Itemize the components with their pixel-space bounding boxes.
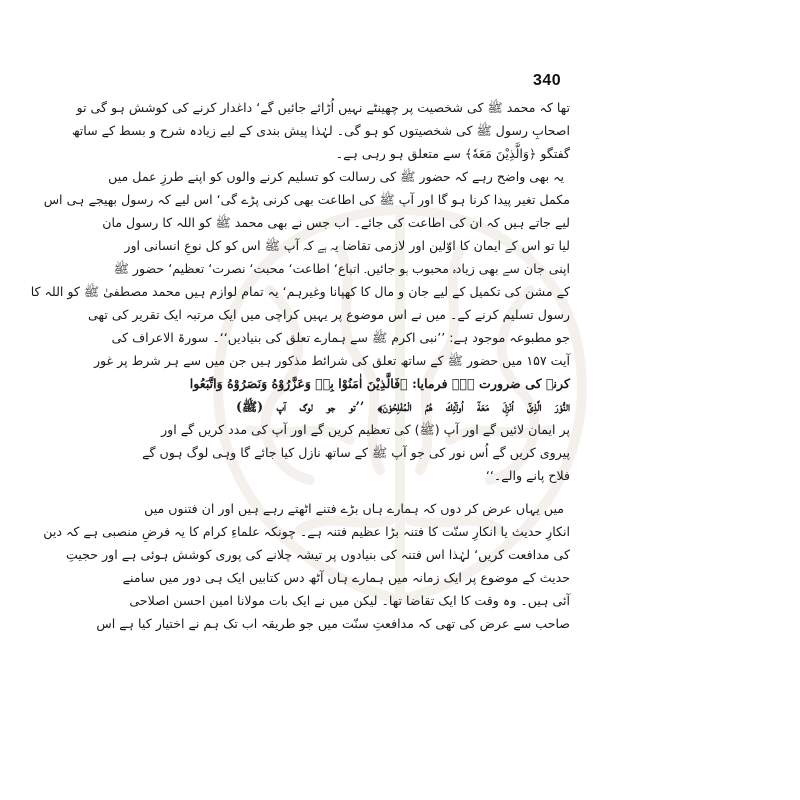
text-line: میں یہاں عرض کر دوں کہ ہمارے ہاں بڑے فتنے اٹھتے رہے ہیں اور ان فتنوں میں (144, 501, 564, 516)
text-line: صاحب سے عرض کی تھی کہ مدافعتِ سنّت میں جو طریقہ اب تک ہم نے اختیار کیا ہے اس (96, 616, 570, 631)
text-line: پر ایمان لائیں گے اور آپ (ﷺ) کی تعظیم کریں گے اور آپ کی مدد کریں گے اور (161, 422, 570, 437)
text-line: آیت ۱۵۷ میں حضور ﷺ کے ساتھ تعلق کی شرائط مذکور ہیں جن میں سے ہر شرط پر غور (93, 353, 570, 368)
text-line: اپنی جان سے بھی زیادہ محبوب ہو جائیں۔ اتباع‘ اطاعت‘ محبت‘ نصرت‘ تعظیم‘ حضور ﷺ (113, 261, 570, 276)
text-line: حدیث کے موضوع پر ایک زمانہ میں ہمارے ہاں آٹھ دس کتابیں ایک ہی دور میں سامنے (122, 570, 570, 585)
text-line: رسول تسلیم کرنے کے۔ میں نے اس موضوع پر یہیں کراچی میں ایک مرتبہ ایک تقریر کی تھی (88, 307, 570, 322)
text-line: گفتگو ﴿وَالَّذِیْنَ مَعَهٗ﴾ سے متعلق ہو رہی ہے۔ (335, 146, 570, 161)
text-line: کی مدافعت کریں‘ لہٰذا اس فتنہ کی بنیادوں پر تیشہ چلانے کی پوری کوشش ہوئی ہے اور حجیتِ (66, 547, 570, 562)
text-line: جو مطبوعہ موجود ہے: ’’نبی اکرم ﷺ سے ہمارے تعلق کی بنیادیں‘‘۔ سورۃ الاعراف کی (111, 330, 570, 345)
page-number: 340 (533, 72, 562, 89)
text-line: لیا تو اس کے ایمان کا اوّلین اور لازمی تقاضا یہ ہے کہ آپ ﷺ اس کو کل نوعِ انسانی اور (124, 238, 570, 253)
text-line: آئی ہیں۔ وہ وقت کا ایک تقاضا تھا۔ لیکن میں نے ایک بات مولانا امین احسن اصلاحی (129, 593, 570, 608)
text-line: یہ بھی واضح رہے کہ حضور ﷺ کی رسالت کو تسلیم کرنے والوں کو اپنے طرزِ عمل میں (108, 169, 564, 184)
text-line: فلاح پانے والے۔‘‘ (485, 468, 570, 483)
text-line: لیے جاتے ہیں کہ ان کی اطاعت کی جائے۔ اب جس نے بھی محمد ﷺ کو اللہ کا رسول مان (102, 215, 570, 230)
text-line: النُّوْرَ الَّذِیْٓ اُنْزِلَ مَعَهٗٓ اُولٰٓئِكَ هُمُ الْمُفْلِحُوْنَ﴾ ’’تو جو لوگ آپ (ﷺ) (236, 399, 570, 414)
text-line: اصحابِ رسول ﷺ کی شخصیتوں کو ہو گی۔ لہٰذا پیش بندی کے لیے زیادہ شرح و بسط کے ساتھ (71, 123, 570, 138)
text-line: کرنے کی ضرورت ہے۔ فرمایا: ﴿فَالَّذِیْنَ اٰمَنُوْا بِهٖ وَعَزَّرُوْهُ وَنَصَرُوْهُ وَاتَّبَعُوا (189, 376, 570, 391)
paragraph-spacer (236, 487, 570, 497)
body-text (30, 96, 570, 635)
text-line: کے مشن کی تکمیل کے لیے جان و مال کا کھپانا وغیرہم‘ یہ تمام لوازم ہیں محمد مصطفیٰ ﷺ کو اللہ کا (30, 284, 570, 299)
text-line: تھا کہ محمد ﷺ کی شخصیت پر چھینٹے نہیں اُڑائے جائیں گے‘ داغدار کرنے کی کوشش ہو گی تو (76, 100, 570, 115)
text-line: پیروی کریں گے اُس نور کی جو آپ ﷺ کے ساتھ نازل کیا جائے گا وہی لوگ ہوں گے (142, 445, 570, 460)
text-line: انکارِ حدیث یا انکارِ سنّت کا فتنہ بڑا عظیم فتنہ ہے۔ چونکہ علماءِ کرام کا یہ فرضِ منصبی ہے کہ دین (43, 524, 570, 539)
text-line: مکمل تغیر پیدا کرنا ہو گا اور آپ ﷺ کی اطاعت بھی کرنی پڑے گی‘ اس لیے کہ رسول بھیجے ہی اس (43, 192, 570, 207)
